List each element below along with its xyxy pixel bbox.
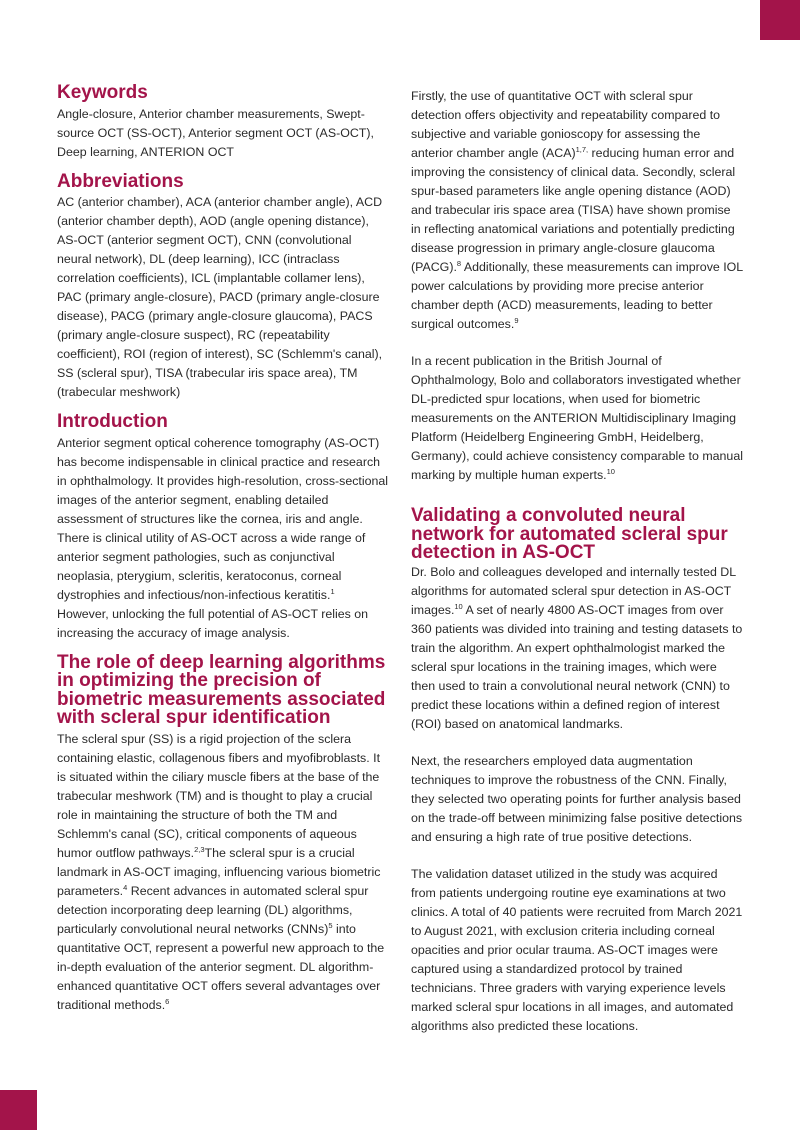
ref-9: 9	[514, 316, 519, 325]
ref-1-7: 1,7,	[575, 145, 589, 154]
ref-5: 5	[328, 920, 333, 930]
ref-10b: 10	[454, 601, 463, 611]
ref-6: 6	[165, 996, 170, 1006]
abbreviations-heading: Abbreviations	[57, 170, 184, 192]
page-footer-block	[0, 1090, 37, 1130]
augmentation-paragraph: Next, the researchers employed data augmentation techniques to improve the robustness of the CNN. Finally, they selected two operating points for further analysis based on the trade-off between minimizing false positive detections and ensuring a high rate of true positive detections.	[411, 753, 743, 844]
ref-2-3: 2,3	[194, 844, 205, 854]
ref-10: 10	[606, 467, 615, 476]
abbreviations-section	[57, 170, 389, 403]
keywords-heading: Keywords	[57, 82, 148, 103]
ref-4: 4	[123, 882, 128, 892]
page-corner-tab	[760, 0, 800, 40]
keywords-section	[57, 84, 389, 162]
introduction-text: Anterior segment optical coherence tomography (AS-OCT) has become indispensable in clinical practice and research in ophthalmology. It provides high-resolution, cross-sectional images of the anterior segment, enabling detailed assessment of structures like the cornea, iris and angle. There is clinical utility of AS-OCT across a wide range of anterior segment pathologies, such as conjunctival neoplasia, pterygium, scleritis, keratoconus, corneal dystrophies and infectious/non-infectious keratitis.$^1$ However, unlocking the full potential of AS-OCT relies on increasing the accuracy of image analysis.	[57, 435, 389, 640]
validation-dataset-paragraph: The validation dataset utilized in the study was acquired from patients undergoing routine eye examinations at two clinics. A total of 40 patients were recruited from March 2021 to August 2021, with exclusion criteria including corneal opacities and prior ocular trauma. AS-OCT images were captured using a standardized protocol by trained technicians. Three graders with varying experience levels marked scleral spur locations in all images, and automated algorithms also predicted these locations.	[411, 866, 743, 1033]
keywords-text: Angle-closure, Anterior chamber measurements, Swept-source OCT (SS-OCT), Anterior segment OCT (AS-OCT), Deep learning, ANTERION OCT	[57, 106, 374, 159]
advantages-paragraph: Firstly, the use of quantitative OCT with scleral spur detection offers objectivity and repeatability compared to subjective and variable gonioscopy for assessing the anterior chamber angle (ACA)$^{1,7,}$ reducing human error and improving the consistency of clinical data. Secondly, scleral spur-based parameters like angle opening distance (AOD) and trabecular iris space area (TISA) have shown promise in reflecting anatomical variations and potentially predicting disease progression in primary angle-closure glaucoma (PACG).$^8$ Additionally, these measurements can improve IOL power calculations by providing more precise anterior chamber depth (ACD) measurements, leading to better surgical outcomes.$^9$	[411, 89, 743, 331]
role-heading: The role of deep learning algorithms in optimizing the precision of biometric measurements associated with scleral spur identification	[57, 651, 386, 728]
introduction-section	[57, 413, 389, 643]
ref-1: 1	[330, 586, 335, 596]
role-text: The scleral spur (SS) is a rigid projection of the sclera containing elastic, collagenous fibers and myofibroblasts. It is situated within the ciliary muscle fibers at the base of the trabecular meshwork (TM) and is thought to play a crucial role in maintaining the structure of both the TM and Schlemm's canal (SC), critical components of aqueous humor outflow pathways.$^{2,3}$The scleral spur is a crucial landmark in AS-OCT imaging, influencing various biometric parameters.$^4$ Recent advances in automated scleral spur detection incorporating deep learning (DL) algorithms, particularly convolutional neural networks (CNNs)$^5$ into quantitative OCT, represent a powerful new approach to the in-depth evaluation of the anterior segment. DL algorithm-enhanced quantitative OCT offers several advantages over traditional methods.$^6$	[57, 731, 385, 1012]
validating-text: Dr. Bolo and colleagues developed and internally tested DL algorithms for automated scleral spur detection in AS-OCT images.$^{10}$ A set of nearly 4800 AS-OCT images from over 360 patients was divided into training and testing datasets to train the algorithm. An expert ophthalmologist marked the scleral spur locations in the training images, which were then used to train a convolutional neural network (CNN) to predict these locations within a defined region of interest (ROI) based on anatomical landmarks.	[411, 564, 743, 731]
left-column	[57, 84, 389, 1026]
abbreviations-text: AC (anterior chamber), ACA (anterior chamber angle), ACD (anterior chamber depth), AOD (angle opening distance), AS-OCT (anterior segment OCT), CNN (convolutional neural network), DL (deep learning), ICC (intraclass correlation coefficients), ICL (implantable collamer lens), PAC (primary angle-closure), PACD (primary angle-closure disease), PACG (primary angle-closure glaucoma), PACS (primary angle-closure suspect), RC (repeatability coefficient), ROI (region of interest), SC (Schlemm's canal), SS (scleral spur), TISA (trabecular iris space area), TM (trabecular meshwork)	[57, 195, 383, 399]
ref-8: 8	[456, 259, 462, 268]
validating-section	[411, 507, 743, 734]
right-column	[411, 87, 743, 1036]
validating-heading: Validating a convoluted neural network for automated scleral spur detection in AS-OCT	[411, 505, 728, 563]
introduction-heading: Introduction	[57, 411, 168, 432]
publication-paragraph: In a recent publication in the British Journal of Ophthalmology, Bolo and collaborators investigated whether DL-predicted spur locations, when used for biometric measurements on the ANTERION Multidisciplinary Imaging Platform (Heidelberg Engineering GmbH, Heidelberg, Germany), could achieve consistency comparable to manual marking by multiple human experts.$^{10}$	[411, 354, 743, 482]
role-section	[57, 651, 389, 1015]
